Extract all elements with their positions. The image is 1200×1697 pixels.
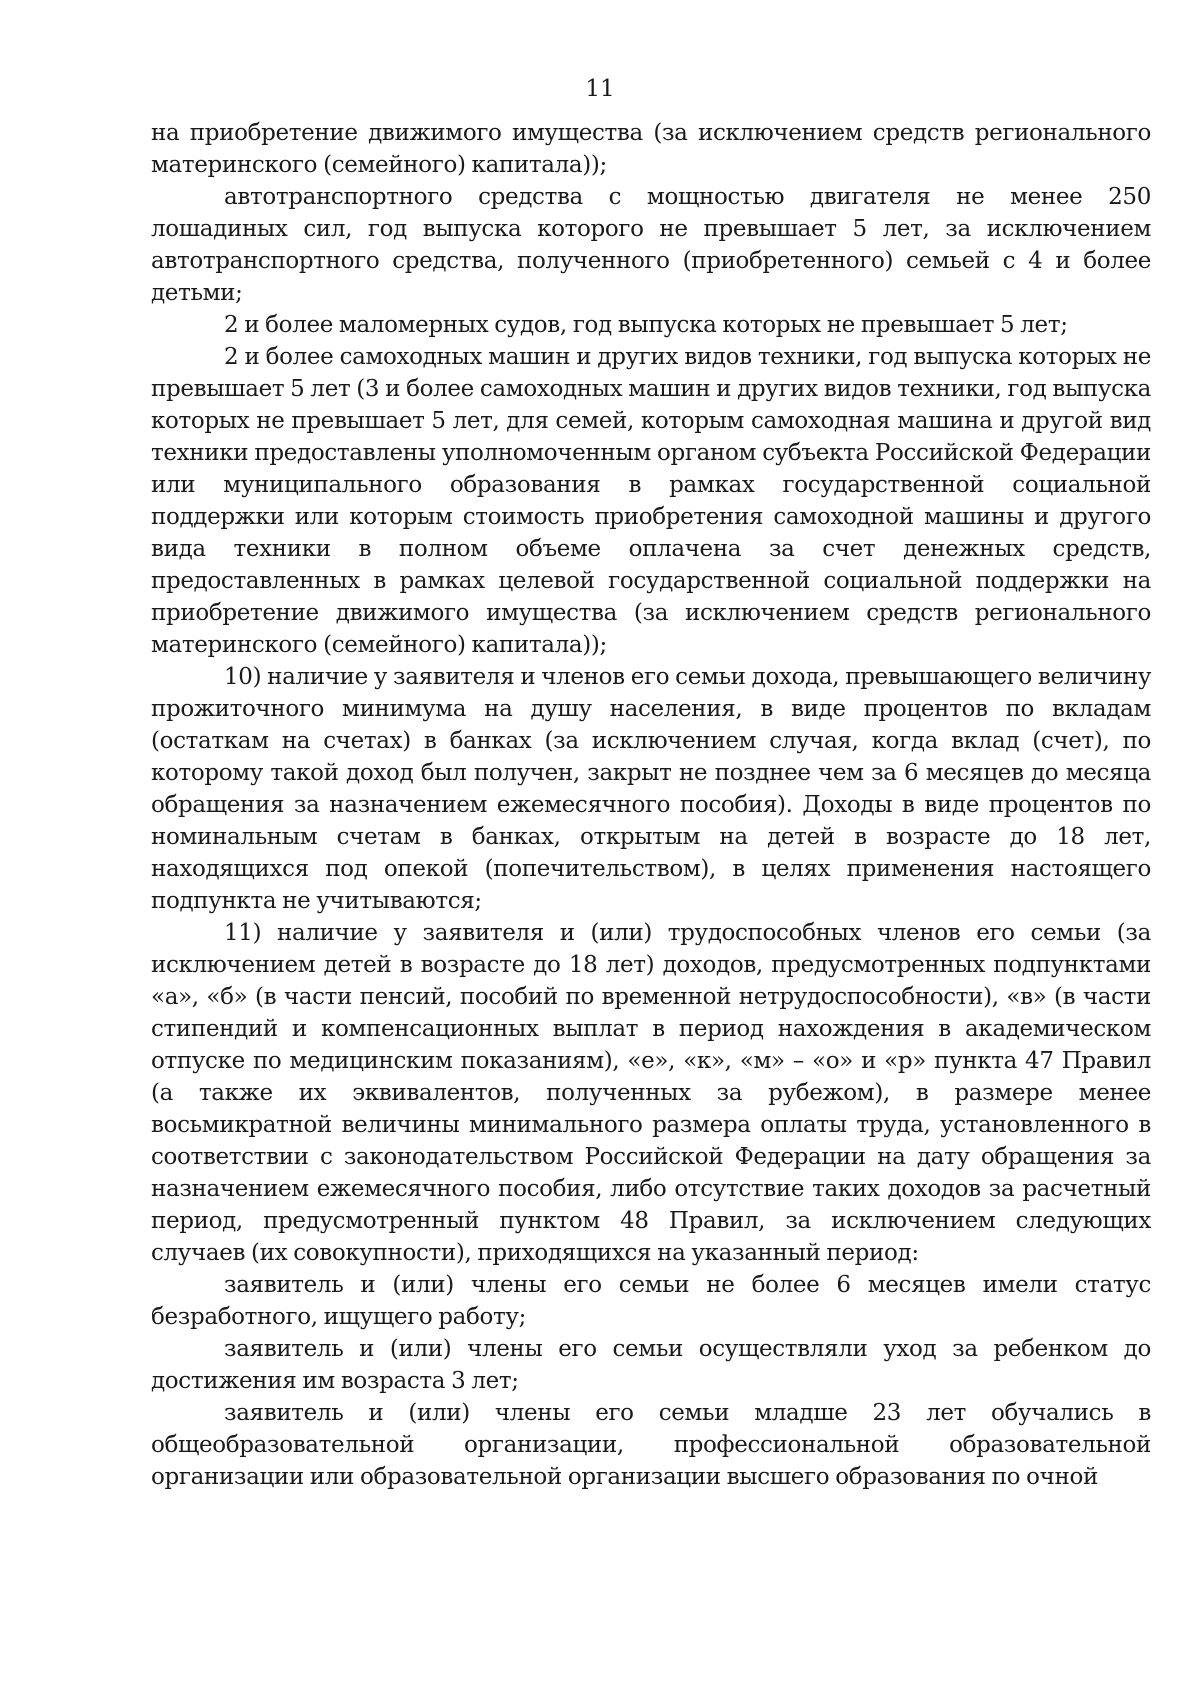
paragraph-2: автотранспортного средства с мощностью двигателя не менее 250 лошадиных сил, год выпуска которого не превышает 5 лет, за исключением автотранспортного средства, полученного (приобретенного) семьей с 4 и более детьми; bbox=[151, 184, 1151, 306]
paragraph-4: 2 и более самоходных машин и других видов техники, год выпуска которых не превышает 5 лет (3 и более самоходных машин и других видов техники, год выпуска которых не превышает 5 лет, для семей, которым самоходная машина и другой вид техники предоставлены уполномоченным органом субъекта Российской Федерации или муниципального образования в рамках государственной социальной поддержки или которым стоимость приобретения самоходной машины и другого вида техники в полном объеме оплачена за счет денежных средств, предоставленных в рамках целевой государственной социальной поддержки на приобретение движимого имущества (за исключением средств регионального материнского (семейного) капитала)); bbox=[151, 344, 1151, 658]
paragraph-9: заявитель и (или) члены его семьи младше 23 лет обучались в общеобразовательной организации, профессиональной образовательной организации или образовательной организации высшего образования по очной bbox=[151, 1400, 1151, 1490]
paragraph-6: 11) наличие у заявителя и (или) трудоспособных членов его семьи (за исключением детей в возрасте до 18 лет) доходов, предусмотренных подпунктами «а», «б» (в части пенсий, пособий по временной нетрудоспособности), «в» (в части стипендий и компенсационных выплат в период нахождения в академическом отпуске по медицинским показаниям), «е», «к», «м» – «о» и «р» пункта 47 Правил (а также их эквивалентов, полученных за рубежом), в размере менее восьмикратной величины минимального размера оплаты труда, установленного в соответствии с законодательством Российской Федерации на дату обращения за назначением ежемесячного пособия, либо отсутствие таких доходов за расчетный период, предусмотренный пунктом 48 Правил, за исключением следующих случаев (их совокупности), приходящихся на указанный период: bbox=[151, 920, 1151, 1266]
paragraph-3: 2 и более маломерных судов, год выпуска которых не превышает 5 лет; bbox=[224, 312, 1068, 338]
page-number: 11 bbox=[585, 76, 615, 102]
paragraph-8: заявитель и (или) члены его семьи осуществляли уход за ребенком до достижения им возраста 3 лет; bbox=[151, 1336, 1151, 1394]
paragraph-5: 10) наличие у заявителя и членов его семьи дохода, превышающего величину прожиточного минимума на душу населения, в виде процентов по вкладам (остаткам на счетах) в банках (за исключением случая, когда вклад (счет), по которому такой доход был получен, закрыт не позднее чем за 6 месяцев до месяца обращения за назначением ежемесячного пособия). Доходы в виде процентов по номинальным счетам в банках, открытым на детей в возрасте до 18 лет, находящихся под опекой (попечительством), в целях применения настоящего подпункта не учитываются; bbox=[151, 664, 1151, 914]
document-body bbox=[151, 117, 1151, 1493]
paragraph-7: заявитель и (или) члены его семьи не более 6 месяцев имели статус безработного, ищущего работу; bbox=[151, 1272, 1151, 1330]
paragraph-1: на приобретение движимого имущества (за исключением средств регионального материнского (семейного) капитала)); bbox=[151, 120, 1151, 178]
